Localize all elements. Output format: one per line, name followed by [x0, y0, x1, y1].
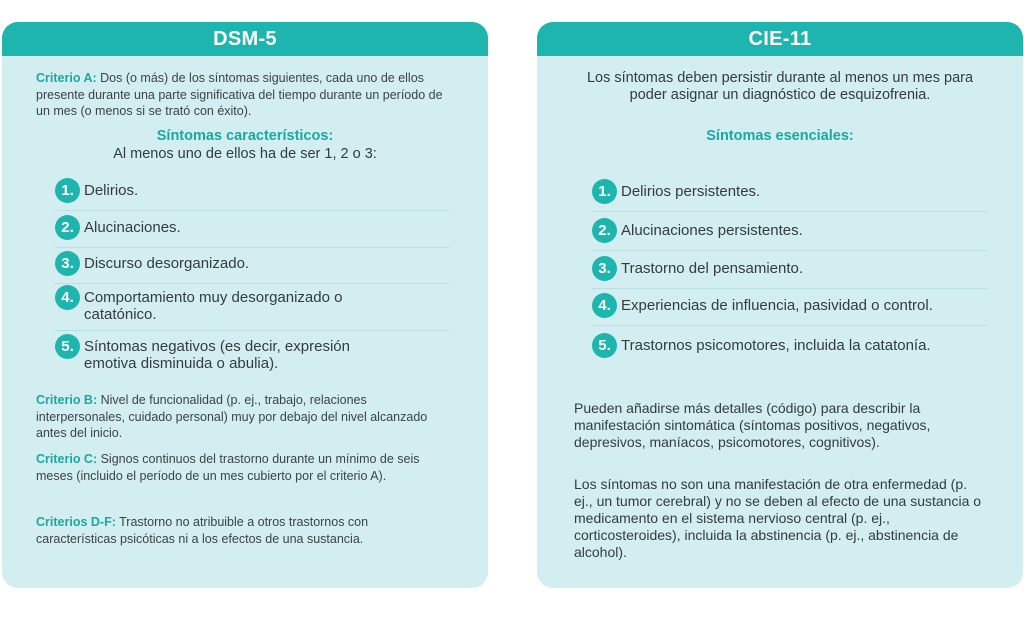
criterio-b-label: Criterio B:	[36, 393, 98, 407]
dsm-item-4	[55, 285, 355, 323]
dsm-item-3	[55, 251, 435, 276]
criterio-c	[36, 451, 446, 484]
cie-item-4	[592, 293, 992, 318]
divider	[55, 247, 450, 248]
dsm-item-1	[55, 178, 435, 203]
number-badge: 2.	[592, 218, 617, 243]
cie-item-5	[592, 333, 992, 358]
number-badge: 3.	[55, 251, 80, 276]
cie-item-text: Alucinaciones persistentes.	[621, 222, 803, 239]
divider	[592, 250, 987, 251]
cie-item-3	[592, 256, 992, 281]
dsm-item-text: Delirios.	[84, 182, 139, 199]
cie11-card	[537, 22, 1023, 588]
divider	[55, 283, 450, 284]
divider	[592, 288, 987, 289]
sintomas-caracteristicos-subtitle: Al menos uno de ellos ha de ser 1, 2 o 3:	[113, 146, 377, 162]
dsm-item-text: Comportamiento muy desorganizado o catatónico.	[84, 289, 343, 323]
cie-note-exclusion: Los síntomas no son una manifestación de otra enfermedad (p. ej., un tumor cerebral) y no se deben al efecto de una sustancia o medicamento en el sistema nervioso central (p. ej., corticosteroides), incluida la abstinencia (p. ej., abstinencia de alcohol).	[574, 476, 982, 560]
cie-item-2	[592, 218, 992, 243]
divider	[592, 325, 987, 326]
cie-note-details: Pueden añadirse más detalles (código) para describir la manifestación sintomática (síntomas positivos, negativos, depresivos, maníacos, psicomotores, cognitivos).	[574, 400, 931, 450]
cie-item-text: Trastorno del pensamiento.	[621, 260, 804, 277]
dsm-item-text: Alucinaciones.	[84, 219, 181, 236]
dsm5-header: DSM-5	[2, 22, 488, 56]
criterios-d-f-label: Criterios D-F:	[36, 515, 116, 529]
cie11-header: CIE-11	[537, 22, 1023, 56]
cie-item-1	[592, 179, 992, 204]
sintomas-caracteristicos-title: Síntomas característicos:	[156, 128, 334, 144]
cie-intro: Los síntomas deben persistir durante al menos un mes para poder asignar un diagnóstico de esquizofrenia.	[586, 70, 974, 103]
dsm-item-5	[55, 334, 355, 372]
number-badge: 1.	[55, 178, 80, 203]
criterio-b	[36, 392, 436, 442]
dsm5-card	[2, 22, 488, 588]
number-badge: 2.	[55, 215, 80, 240]
number-badge: 3.	[592, 256, 617, 281]
criterio-a	[36, 70, 456, 120]
sintomas-esenciales-title: Síntomas esenciales:	[706, 128, 854, 144]
criterios-d-f	[36, 514, 436, 547]
number-badge: 5.	[55, 334, 80, 359]
dsm-item-text: Discurso desorganizado.	[84, 255, 250, 272]
divider	[55, 330, 450, 331]
criterio-c-label: Criterio C:	[36, 452, 98, 466]
number-badge: 4.	[55, 285, 80, 310]
criterio-c-text: Signos continuos del trastorno durante un mínimo de seis meses (incluido el período de un mes cubierto por el criterio A).	[36, 452, 420, 483]
criterio-a-text: Dos (o más) de los síntomas siguientes, cada uno de ellos presente durante una parte significativa del tiempo durante un período de un mes (o menos si se trató con éxito).	[36, 71, 443, 118]
number-badge: 5.	[592, 333, 617, 358]
criterio-a-label: Criterio A:	[36, 71, 97, 85]
criterios-d-f-text: Trastorno no atribuible a otros trastornos con características psicóticas ni a los efectos de una sustancia.	[36, 515, 369, 546]
number-badge: 4.	[592, 293, 617, 318]
divider	[55, 210, 450, 211]
cie-item-text: Experiencias de influencia, pasividad o control.	[621, 297, 933, 314]
dsm-item-text: Síntomas negativos (es decir, expresión emotiva disminuida o abulia).	[84, 338, 350, 372]
divider	[592, 211, 987, 212]
cie-item-text: Trastornos psicomotores, incluida la catatonía.	[621, 337, 931, 354]
cie-item-text: Delirios persistentes.	[621, 183, 761, 200]
criterio-b-text: Nivel de funcionalidad (p. ej., trabajo, relaciones interpersonales, cuidado personal) muy por debajo del nivel alcanzado antes del inicio.	[36, 393, 428, 440]
dsm-item-2	[55, 215, 435, 240]
number-badge: 1.	[592, 179, 617, 204]
